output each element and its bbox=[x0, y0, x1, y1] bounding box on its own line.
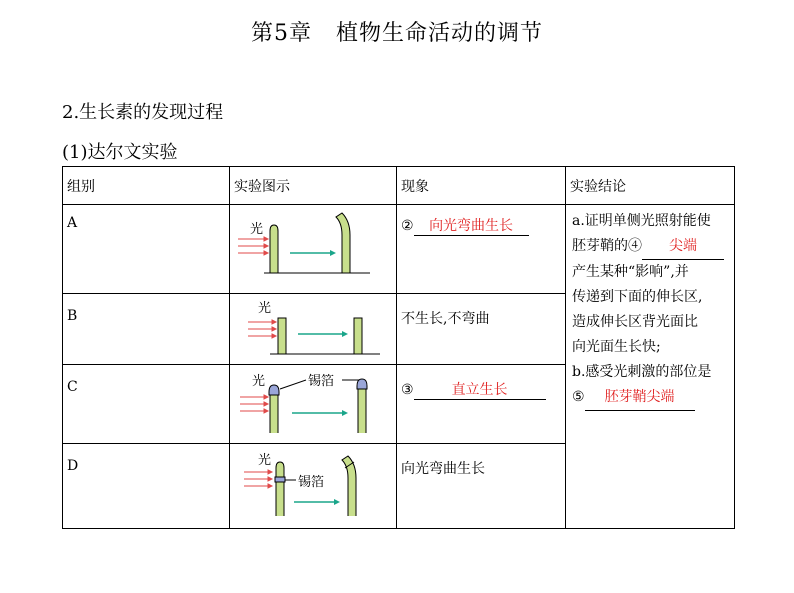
process-arrow-icon bbox=[292, 410, 348, 416]
section-heading: 2.生长素的发现过程 bbox=[62, 102, 224, 123]
experiment-table bbox=[62, 166, 735, 529]
answer-2: 向光弯曲生长 bbox=[414, 215, 529, 236]
answer-4: 尖端 bbox=[642, 234, 724, 260]
header-phenomenon: 现象 bbox=[397, 167, 566, 205]
group-a: A bbox=[63, 205, 230, 294]
foil-label: 锡箔 bbox=[298, 475, 325, 490]
process-arrow-icon bbox=[290, 250, 336, 256]
group-d: D bbox=[63, 444, 230, 529]
chapter-name: 植物生命活动的调节 bbox=[335, 21, 543, 46]
header-group: 组别 bbox=[63, 167, 230, 205]
table-header-row bbox=[63, 167, 735, 205]
foil-label: 锡箔 bbox=[308, 374, 335, 389]
light-label: 光 bbox=[250, 222, 264, 237]
foil-band-icon bbox=[275, 477, 285, 482]
conclusion-cell: a.证明单侧光照射能使 胚芽鞘的④ 尖端 产生某种“影响”,并 传递到下面的伸长区, 造成伸长区背光面比 向光面生长快; b.感受光刺激的部位是 ⑤ 胚芽鞘尖端 bbox=[566, 205, 735, 529]
coleoptile-bent bbox=[336, 213, 350, 273]
phenomenon-c: ③ 直立生长 bbox=[397, 365, 566, 444]
table-row bbox=[63, 205, 735, 294]
answer-5: 胚芽鞘尖端 bbox=[585, 385, 695, 411]
group-b: B bbox=[63, 294, 230, 365]
diagram-d-svg bbox=[230, 444, 396, 524]
header-diagram: 实验图示 bbox=[230, 167, 397, 205]
light-label: 光 bbox=[258, 453, 272, 468]
group-c: C bbox=[63, 365, 230, 444]
light-arrows-icon bbox=[244, 470, 272, 488]
chapter-number: 第5章 bbox=[250, 21, 312, 46]
decapitated-coleoptile-after bbox=[354, 318, 362, 354]
light-arrows-icon bbox=[238, 237, 268, 255]
phenomenon-a: ② 向光弯曲生长 bbox=[397, 205, 566, 294]
diagram-d bbox=[230, 444, 397, 529]
process-arrow-icon bbox=[294, 499, 340, 505]
light-label: 光 bbox=[258, 301, 272, 316]
coleoptile-straight bbox=[270, 225, 278, 273]
subsection-heading: (1)达尔文实验 bbox=[62, 142, 178, 163]
header-conclusion: 实验结论 bbox=[566, 167, 735, 205]
diagram-c bbox=[230, 365, 397, 444]
foil-cap-icon bbox=[269, 385, 279, 395]
diagram-b-svg bbox=[230, 294, 396, 360]
phenomenon-d: 向光弯曲生长 bbox=[397, 444, 566, 529]
phenomenon-b: 不生长,不弯曲 bbox=[397, 294, 566, 365]
light-arrows-icon bbox=[240, 395, 268, 413]
foil-cap-icon bbox=[357, 379, 367, 389]
diagram-a-svg bbox=[230, 205, 396, 289]
decapitated-coleoptile bbox=[278, 318, 286, 354]
foil-pointer bbox=[280, 380, 306, 389]
light-arrows-icon bbox=[248, 320, 276, 338]
light-label: 光 bbox=[252, 374, 266, 389]
answer-3: 直立生长 bbox=[414, 379, 546, 400]
process-arrow-icon bbox=[298, 331, 348, 337]
diagram-c-svg bbox=[230, 365, 396, 439]
diagram-a bbox=[230, 205, 397, 294]
diagram-b bbox=[230, 294, 397, 365]
coleoptile-with-foil-band bbox=[276, 462, 284, 516]
page-title bbox=[0, 16, 794, 47]
